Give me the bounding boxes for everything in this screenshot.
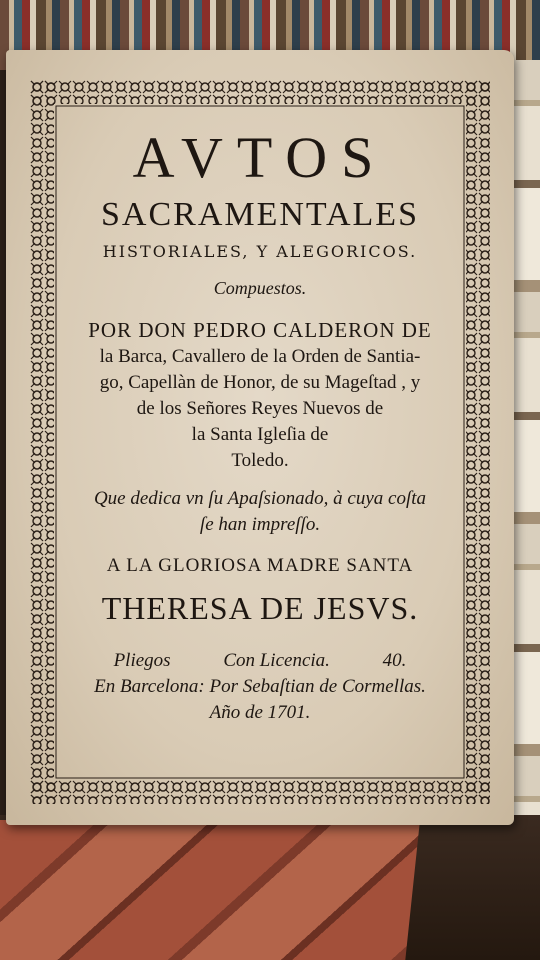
licencia-label: Con Licencia. xyxy=(223,650,330,671)
description-line: de los Señores Reyes Nuevos de xyxy=(136,398,384,419)
theresa-line: THERESA DE JESVS. xyxy=(101,590,419,626)
dedication-line: Que dedica vn ſu Apaſsionado, à cuya coſta xyxy=(93,488,427,509)
subtitle-2: HISTORIALES, Y ALEGORICOS. xyxy=(102,242,418,261)
gloriosa-line: A LA GLORIOSA MADRE SANTA xyxy=(106,555,414,576)
title-page xyxy=(6,50,514,825)
description-line: la Barca, Cavallero de la Orden de Santia- xyxy=(99,346,421,367)
subtitle: SACRAMENTALES xyxy=(101,196,419,233)
pliegos-label: Pliegos xyxy=(113,650,171,671)
compuestos-line: Compuestos. xyxy=(213,278,307,298)
description-line: go, Capellàn de Honor, de su Mageſtad , y xyxy=(99,372,421,393)
imprint-line: En Barcelona: Por Sebaſtian de Cormellas. xyxy=(94,676,426,697)
author-line: POR DON PEDRO CALDERON DE xyxy=(88,318,432,342)
description-line: la Santa Igleſia de xyxy=(191,424,329,445)
main-title: AVTOS xyxy=(132,125,388,190)
license-row xyxy=(64,650,456,672)
year-line: Año de 1701. xyxy=(209,702,311,723)
dedication-line: ſe han impreſſo. xyxy=(199,514,321,535)
title-text-block xyxy=(64,120,456,780)
red-book-edge xyxy=(0,820,420,960)
number-label: 40. xyxy=(382,650,407,671)
description-line: Toledo. xyxy=(231,450,289,471)
